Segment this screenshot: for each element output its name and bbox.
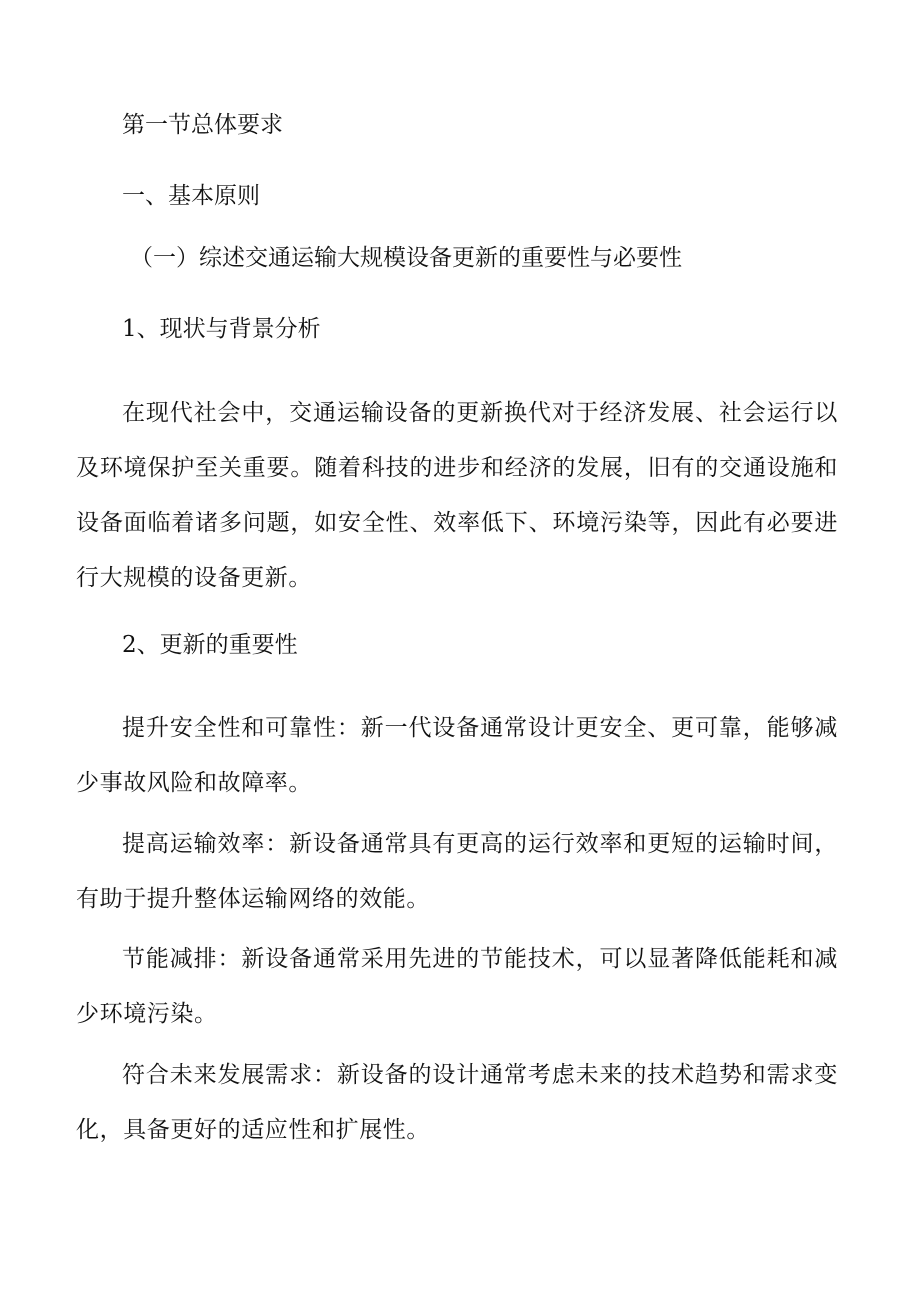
paragraph-energy-saving: 节能减排：新设备通常采用先进的节能技术，可以显著降低能耗和减少环境污染。 xyxy=(76,946,838,1027)
paragraph-future-needs: 符合未来发展需求：新设备的设计通常考虑未来的技术趋势和需求变化，具备更好的适应性和扩展性。 xyxy=(76,1062,838,1143)
section-title: 第一节总体要求 xyxy=(122,112,283,138)
paragraph-safety: 提升安全性和可靠性：新一代设备通常设计更安全、更可靠，能够减少事故风险和故障率。 xyxy=(76,715,838,796)
heading-background: 1、现状与背景分析 xyxy=(122,316,321,342)
heading-overview: （一）综述交通运输大规模设备更新的重要性与必要性 xyxy=(130,245,682,271)
heading-basic-principles: 一、基本原则 xyxy=(122,183,260,209)
paragraph-efficiency: 提高运输效率：新设备通常具有更高的运行效率和更短的运输时间，有助于提升整体运输网络的效能。 xyxy=(76,831,838,912)
paragraph-background: 在现代社会中，交通运输设备的更新换代对于经济发展、社会运行以及环境保护至关重要。随着科技的进步和经济的发展，旧有的交通设施和设备面临着诸多问题，如安全性、效率低下、环境污染等，因此有必要进行大规模的设备更新。 xyxy=(76,400,838,591)
heading-importance: 2、更新的重要性 xyxy=(122,632,298,658)
